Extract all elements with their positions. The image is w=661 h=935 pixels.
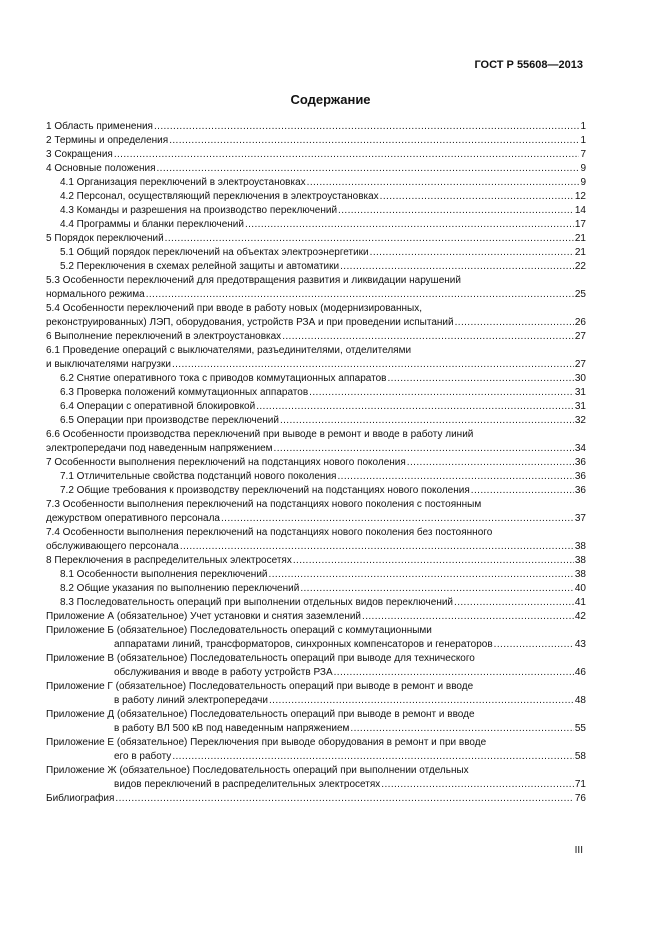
- dot-leader: [381, 778, 574, 792]
- toc-entry[interactable]: [46, 596, 586, 610]
- toc-entry-title: 4.2 Персонал, осуществляющий переключения в электроустановках: [60, 191, 379, 202]
- toc-entry-title: 6.3 Проверка положений коммутационных аппаратов: [60, 387, 309, 398]
- toc-entry-title: реконструированных) ЛЭП, оборудования, устройств РЗА и при проведении испытаний: [46, 317, 454, 328]
- toc-entry[interactable]: [46, 218, 586, 232]
- toc-entry-title: обслуживающего персонала: [46, 541, 179, 552]
- toc-entry-title: электропередачи под наведенным напряжением: [46, 443, 273, 454]
- toc-entry-page: 43: [574, 639, 586, 650]
- toc-entry[interactable]: [46, 260, 586, 274]
- toc-entry[interactable]: [46, 526, 586, 554]
- toc-entry-title: Приложение А (обязательное) Учет установки и снятия заземлений: [46, 611, 362, 622]
- dot-leader: [362, 610, 574, 624]
- dot-leader: [180, 540, 574, 554]
- toc-entry-page: 55: [574, 723, 586, 734]
- toc-entry-page: 17: [574, 219, 586, 230]
- dot-leader: [370, 246, 574, 260]
- dot-leader: [115, 792, 573, 806]
- toc-entry-page: 38: [574, 555, 586, 566]
- toc-entry-title: 7.2 Общие требования к производству переключений на подстанциях нового поколения: [60, 485, 470, 496]
- toc-entry-title: 7 Особенности выполнения переключений на подстанциях нового поколения: [46, 457, 406, 468]
- dot-leader: [334, 666, 574, 680]
- toc-entry-title: видов переключений в распределительных электросетях: [114, 779, 381, 790]
- toc-entry[interactable]: [46, 456, 586, 470]
- toc-entry-title: его в работу: [114, 751, 172, 762]
- toc-entry-title: 6 Выполнение переключений в электроустановках: [46, 331, 282, 342]
- toc-entry-page: 1: [580, 135, 586, 146]
- toc-entry-title: обслуживания и вводе в работу устройств РЗА: [114, 667, 333, 678]
- dot-leader: [172, 358, 574, 372]
- toc-entry[interactable]: [46, 232, 586, 246]
- toc-entry[interactable]: [46, 274, 586, 302]
- dot-leader: [309, 386, 574, 400]
- toc-entry[interactable]: [46, 400, 586, 414]
- toc-entry[interactable]: [46, 484, 586, 498]
- toc-entry[interactable]: [46, 414, 586, 428]
- toc-entry-title: 3 Сокращения: [46, 149, 113, 160]
- dot-leader: [114, 148, 580, 162]
- toc-entry-title: нормального режима: [46, 289, 145, 300]
- toc-entry[interactable]: [46, 372, 586, 386]
- dot-leader: [293, 554, 574, 568]
- toc-entry-title: аппаратами линий, трансформаторов, синхронных компенсаторов и генераторов: [114, 639, 493, 650]
- dot-leader: [154, 120, 579, 134]
- toc-entry[interactable]: [46, 246, 586, 260]
- toc-entry-page: 41: [574, 597, 586, 608]
- dot-leader: [380, 190, 574, 204]
- toc-entry-title: 8.2 Общие указания по выполнению переключений: [60, 583, 300, 594]
- dot-leader: [256, 400, 574, 414]
- toc-entry[interactable]: [46, 162, 586, 176]
- toc-entry-page: 36: [574, 471, 586, 482]
- toc-entry[interactable]: [46, 148, 586, 162]
- dot-leader: [221, 512, 574, 526]
- toc-entry-title: 5 Порядок переключений: [46, 233, 164, 244]
- toc-entry-page: 31: [574, 401, 586, 412]
- toc-entry[interactable]: [46, 568, 586, 582]
- toc-entry-title: 8.3 Последовательность операций при выполнении отдельных видов переключений: [60, 597, 454, 608]
- toc-entry[interactable]: [46, 680, 586, 708]
- toc-entry-title: 5.1 Общий порядок переключений на объектах электроэнергетики: [60, 247, 369, 258]
- toc-entry-page: 12: [574, 191, 586, 202]
- dot-leader: [338, 204, 574, 218]
- toc-entry-title: 6.1 Проведение операций с выключателями, разъединителями, отделителями: [46, 345, 412, 356]
- toc-entry[interactable]: [46, 428, 586, 456]
- toc-entry-page: 42: [574, 611, 586, 622]
- toc-entry[interactable]: [46, 386, 586, 400]
- toc-entry[interactable]: [46, 302, 586, 330]
- toc-entry[interactable]: [46, 498, 586, 526]
- toc-entry-title: 7.4 Особенности выполнения переключений на подстанциях нового поколения без постоянного: [46, 527, 493, 538]
- toc-entry-page: 21: [574, 233, 586, 244]
- toc-entry-page: 37: [574, 513, 586, 524]
- toc-entry-title: 8 Переключения в распределительных электросетях: [46, 555, 292, 566]
- toc-entry[interactable]: [46, 134, 586, 148]
- toc-entry-title: Приложение Г (обязательное) Последовательность операций при выводе в ремонт и вводе: [46, 681, 474, 692]
- dot-leader: [269, 694, 574, 708]
- document-code: ГОСТ Р 55608—2013: [474, 59, 583, 71]
- toc-entry-page: 21: [574, 247, 586, 258]
- toc-entry-page: 38: [574, 569, 586, 580]
- dot-leader: [387, 372, 573, 386]
- toc-entry[interactable]: [46, 176, 586, 190]
- toc-entry[interactable]: [46, 652, 586, 680]
- dot-leader: [146, 288, 574, 302]
- toc-entry-title: 4.1 Организация переключений в электроустановках: [60, 177, 306, 188]
- toc-entry[interactable]: [46, 554, 586, 568]
- toc-entry[interactable]: [46, 764, 586, 792]
- toc-entry-title: 7.1 Отличительные свойства подстанций нового поколения: [60, 471, 337, 482]
- toc-entry[interactable]: [46, 120, 586, 134]
- toc-entry-page: 32: [574, 415, 586, 426]
- dot-leader: [350, 722, 573, 736]
- toc-entry-page: 9: [580, 163, 586, 174]
- dot-leader: [337, 470, 573, 484]
- toc-entry-title: и выключателями нагрузки: [46, 359, 171, 370]
- dot-leader: [494, 638, 574, 652]
- toc-entry-page: 48: [574, 695, 586, 706]
- toc-entry-page: 40: [574, 583, 586, 594]
- toc-entry-page: 31: [574, 387, 586, 398]
- toc-entry[interactable]: [46, 470, 586, 484]
- toc-entry-title: Приложение Е (обязательное) Переключения при выводе оборудования в ремонт и при вводе: [46, 737, 487, 748]
- toc-entry-title: в работу ВЛ 500 кВ под наведенным напряжением: [114, 723, 350, 734]
- toc-entry-title: Приложение Д (обязательное) Последовательность операций при выводе в ремонт и вводе: [46, 709, 475, 720]
- toc-entry-title: 7.3 Особенности выполнения переключений на подстанциях нового поколения с постоянным: [46, 499, 482, 510]
- toc-entry-page: 38: [574, 541, 586, 552]
- toc-entry[interactable]: [46, 624, 586, 652]
- toc-entry-title: 1 Область применения: [46, 121, 153, 132]
- toc-entry[interactable]: [46, 582, 586, 596]
- toc-entry-title: Приложение Ж (обязательное) Последовательность операций при выполнении отдельных: [46, 765, 469, 776]
- dot-leader: [280, 414, 574, 428]
- dot-leader: [300, 582, 574, 596]
- dot-leader: [282, 330, 574, 344]
- toc-entry-title: 5.4 Особенности переключений при вводе в работу новых (модернизированных,: [46, 303, 422, 314]
- toc-entry[interactable]: [46, 204, 586, 218]
- toc-entry-title: в работу линий электропередачи: [114, 695, 268, 706]
- dot-leader: [269, 568, 574, 582]
- toc-entry-page: 27: [574, 331, 586, 342]
- toc-entry-page: 9: [580, 177, 586, 188]
- toc-entry-page: 71: [574, 779, 586, 790]
- dot-leader: [455, 316, 574, 330]
- toc-entry-title: 5.2 Переключения в схемах релейной защиты и автоматики: [60, 261, 340, 272]
- dot-leader: [307, 176, 580, 190]
- toc-entry-title: 4.4 Программы и бланки переключений: [60, 219, 244, 230]
- toc-entry-title: Приложение Б (обязательное) Последовательность операций с коммутационными: [46, 625, 432, 636]
- toc-entry[interactable]: [46, 708, 586, 736]
- dot-leader: [471, 484, 574, 498]
- toc-entry-page: 27: [574, 359, 586, 370]
- dot-leader: [157, 162, 580, 176]
- toc-entry-title: 4 Основные положения: [46, 163, 156, 174]
- toc-entry-title: 6.2 Снятие оперативного тока с приводов коммутационных аппаратов: [60, 373, 387, 384]
- toc-entry-title: Библиография: [46, 793, 115, 804]
- toc-entry-page: 36: [574, 485, 586, 496]
- toc-entry[interactable]: [46, 792, 586, 806]
- page-title: Содержание: [290, 92, 371, 107]
- toc-entry-page: 30: [574, 373, 586, 384]
- toc-entry-page: 46: [574, 667, 586, 678]
- toc-entry-page: 14: [574, 205, 586, 216]
- toc-entry-title: 5.3 Особенности переключений для предотвращения развития и ликвидации нарушений: [46, 275, 461, 286]
- toc-entry-page: 26: [574, 317, 586, 328]
- toc-entry-page: 36: [574, 457, 586, 468]
- toc-entry-page: 34: [574, 443, 586, 454]
- dot-leader: [274, 442, 574, 456]
- toc-entry-title: Приложение В (обязательное) Последовательность операций при выводе для технического: [46, 653, 475, 664]
- toc-entry-page: 1: [580, 121, 586, 132]
- toc-entry[interactable]: [46, 610, 586, 624]
- toc-entry-title: 8.1 Особенности выполнения переключений: [60, 569, 268, 580]
- dot-leader: [169, 134, 579, 148]
- toc-entry-title: 6.4 Операции с оперативной блокировкой: [60, 401, 256, 412]
- dot-leader: [165, 232, 574, 246]
- toc-entry[interactable]: [46, 344, 586, 372]
- toc-entry-title: 6.5 Операции при производстве переключений: [60, 415, 279, 426]
- toc-entry[interactable]: [46, 736, 586, 764]
- toc-entry-title: 2 Термины и определения: [46, 135, 169, 146]
- toc-entry-title: 6.6 Особенности производства переключений при выводе в ремонт и вводе в работу линий: [46, 429, 474, 440]
- dot-leader: [245, 218, 574, 232]
- toc-entry-page: 58: [574, 751, 586, 762]
- toc-entry-page: 22: [574, 261, 586, 272]
- dot-leader: [340, 260, 574, 274]
- dot-leader: [454, 596, 574, 610]
- toc-entry-page: 7: [580, 149, 586, 160]
- toc-entry[interactable]: [46, 330, 586, 344]
- toc-entry-title: дежурством оперативного персонала: [46, 513, 220, 524]
- page-number: III: [574, 845, 583, 856]
- toc-entry-page: 76: [574, 793, 586, 804]
- toc-entry-page: 25: [574, 289, 586, 300]
- table-of-contents: [46, 120, 586, 806]
- toc-entry[interactable]: [46, 190, 586, 204]
- toc-entry-title: 4.3 Команды и разрешения на производство переключений: [60, 205, 338, 216]
- dot-leader: [172, 750, 574, 764]
- dot-leader: [407, 456, 574, 470]
